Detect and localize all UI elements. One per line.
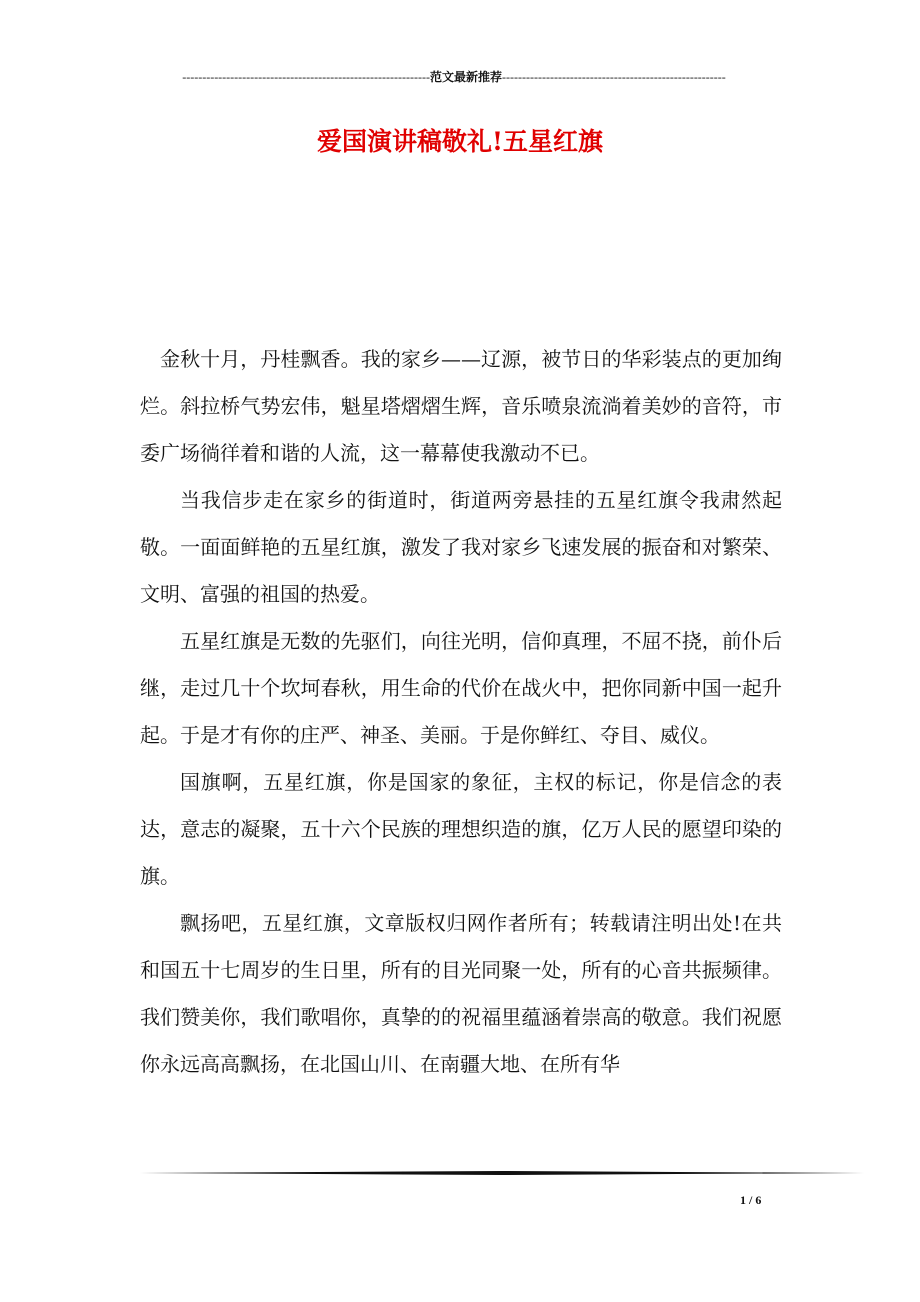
document-title: 爱国演讲稿敬礼!五星红旗 <box>317 127 603 156</box>
paragraph-4: 国旗啊，五星红旗，你是国家的象征，主权的标记，你是信念的表达，意志的凝聚，五十六个民族的理想织造的旗，亿万人民的愿望印染的旗。 <box>140 770 782 888</box>
page-number: 1 / 6 <box>740 1193 762 1207</box>
paragraph-1: 金秋十月，丹桂飘香。我的家乡——辽源，被节日的华彩装点的更加绚烂。斜拉桥气势宏伟，魁星塔熠熠生辉，音乐喷泉流淌着美妙的音符，市委广场徜徉着和谐的人流，这一幕幕使我激动不已。 <box>140 347 782 465</box>
footer-rule <box>140 1171 864 1175</box>
page-header <box>140 68 768 85</box>
paragraph-5: 飘扬吧，五星红旗，文章版权归网作者所有；转载请注明出处!在共和国五十七周岁的生日里，所有的目光同聚一处，所有的心音共振频律。我们赞美你，我们歌唱你，真挚的的祝福里蕴涵着崇高的敬意。我们祝愿你永远高高飘扬，在北国山川、在南疆大地、在所有华 <box>140 911 782 1076</box>
document-body <box>140 336 782 1088</box>
header-dashes-right: -------------------------------------------------------- <box>502 70 726 84</box>
header-dashes-left: -------------------------------------------------------------- <box>182 70 430 84</box>
header-label: 范文最新推荐 <box>429 70 502 84</box>
paragraph-2: 当我信步走在家乡的街道时，街道两旁悬挂的五星红旗令我肃然起敬。一面面鲜艳的五星红旗，激发了我对家乡飞速发展的振奋和对繁荣、文明、富强的祖国的热爱。 <box>140 488 782 606</box>
paragraph-3: 五星红旗是无数的先驱们，向往光明，信仰真理，不屈不挠，前仆后继，走过几十个坎坷春秋，用生命的代价在战火中，把你同新中国一起升起。于是才有你的庄严、神圣、美丽。于是你鲜红、夺目、威仪。 <box>140 629 782 747</box>
